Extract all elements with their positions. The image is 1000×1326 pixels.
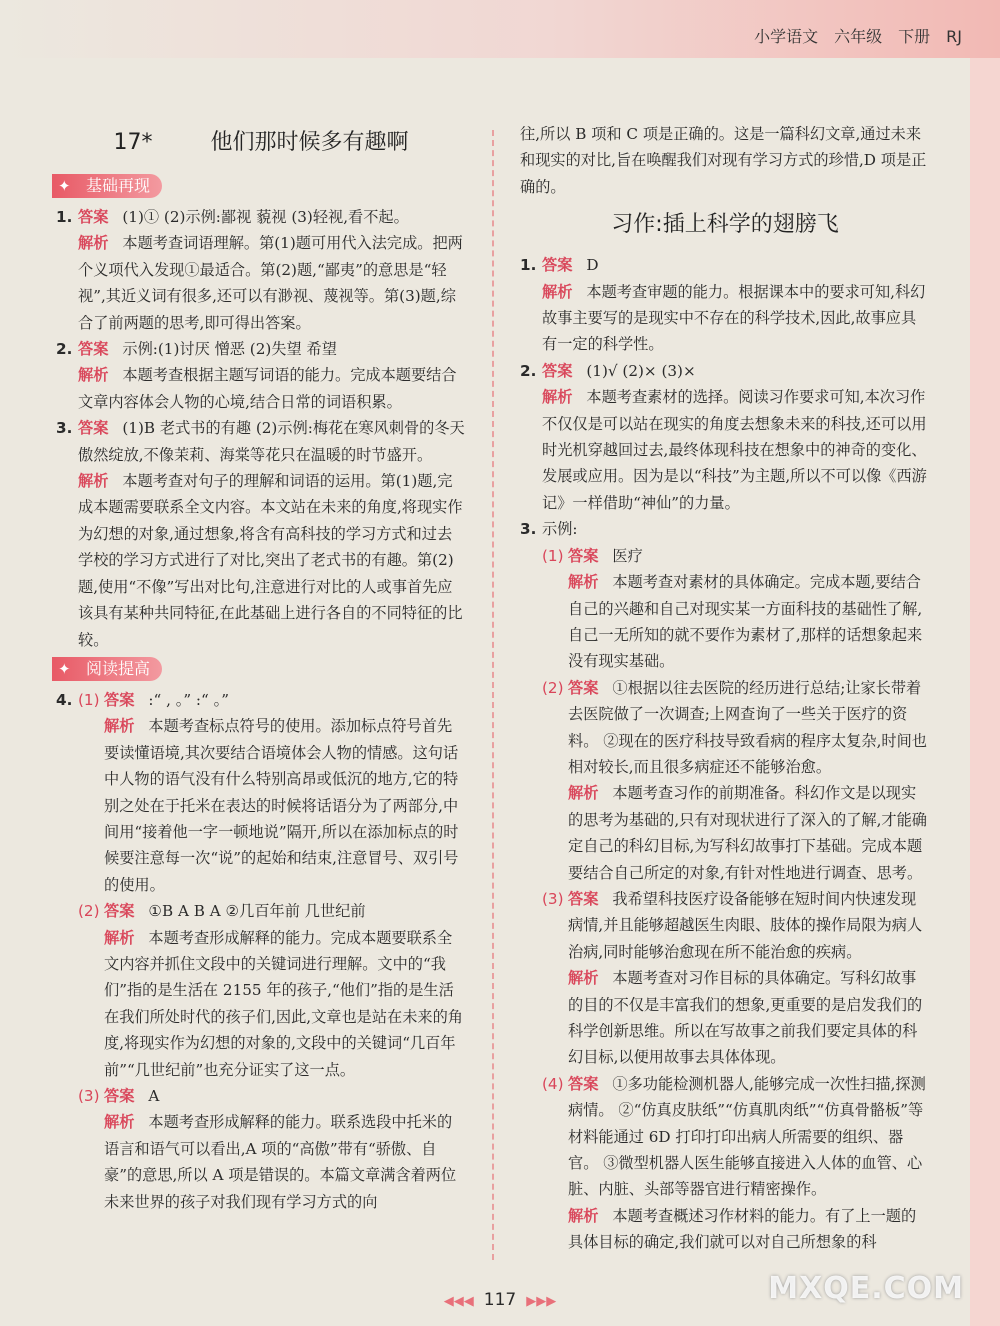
- writing-question-3-part-2: (2) 答案 ①根据以往去医院的经历进行总结;让家长带着去医院做了一次调查;上网查询了一些关于医疗的资料。 ②现在的医疗科技导致看病的程序太复杂,时间也相对较长,而且很多病症还不能够治愈。 解析 本题考查习作的前期准备。科幻作文是以现实的思考为基础的,只有对现状进行了深入的了解,才能确定自己的科幻目标,为写科幻故事打下基础。完成本题要结合自己所定的对象,有针对性地进行调查、思考。: [542, 678, 927, 882]
- writing-question-3-part-4: (4) 答案 ①多功能检测机器人,能够完成一次性扫描,探测病情。 ②“仿真皮肤纸”“仿真肌肉纸”“仿真骨骼板”等材料能通过 6D 打印打印出病人所需要的组织、器官。 ③微型机器人医生能够直接进入人体的血管、心脏、内脏、头部等器官进行精密操作。 解析 本题考查概述习作材料的能力。有了上一题的具体目标的确定,我们就可以对自己所想象的科: [542, 1074, 926, 1252]
- writing-question-3-part-3: (3) 答案 我希望科技医疗设备能够在短时间内快速发现病情,并且能够超越医生肉眼、肢体的操作局限为病人治病,同时能够治愈现在所不能治愈的疾病。 解析 本题考查对习作目标的具体确定。写科幻故事的目的不仅是丰富我们的想象,更重要的是启发我们的科学创新思维。所以在写故事之前我们要定具体的科幻目标,以便用故事去具体体现。: [542, 889, 923, 1067]
- page-header: [738, 24, 962, 47]
- question-4-part-1: (1) 答案 :“ , 。” :“ 。” 解析 本题考查标点符号的使用。添加标点符号首先要读懂语境,其次要结合语境体会人物的情感。这句话中人物的语气没有什么特别高昂或低沉的地方,它的特别之处在于托米在表达的时候将话语分为了两部分,中间用“接着他一字一顿地说”隔开,所以在添加标点的时候要注意每一次“说”的起始和结束,注意冒号、双引号的使用。: [78, 690, 459, 894]
- lesson-title: [56, 122, 466, 164]
- star-icon: ✦: [58, 177, 71, 195]
- section-basics: ✦ 基础再现: [52, 174, 162, 198]
- writing-question-3-part-1: (1) 答案 医疗 解析 本题考查对素材的具体确定。完成本题,要结合自己的兴趣和自己对现实某一方面科技的基础性了解,自己一无所知的就不要作为素材了,那样的话想象起来没有现实基础。: [542, 546, 923, 671]
- writing-title: 习作:插上科学的翅膀飞: [611, 212, 839, 238]
- lesson-number: 17*: [113, 130, 153, 155]
- header-edition: RJ: [946, 27, 962, 46]
- left-column: [56, 118, 466, 1215]
- question-4-part-2: (2) 答案 ①B A B A ②几百年前 几世纪前 解析 本题考查形成解释的能力。完成本题要联系全文内容并抓住文段中的关键词进行理解。文中的“我们”指的是生活在 2155 年的孩子,“他们”指的是生活在我们所处时代的孩子们,因此,文章也是站在未来的角度,将现实作为幻想的对象的,文段中的关键词“几百年前”“几世纪前”也充分证实了这一点。: [78, 902, 463, 1079]
- writing-question-1: 1. 答案 D 解析 本题考查审题的能力。根据课本中的要求可知,科幻故事主要写的是现实中不存在的科学技术,因此,故事应具有一定的科学性。: [520, 256, 926, 354]
- question-3: 3. 答案 (1)B 老式书的有趣 (2)示例:梅花在寒风刺骨的冬天傲然绽放,不像茉莉、海棠等花只在温暖的时节盛开。 解析 本题考查对句子的理解和词语的运用。第(1)题,完成本题需要联系全文内容。本文站在未来的角度,将现实作为幻想的对象,通过想象,将含有高科技的学习方式和过去学校的学习方式进行了对比,突出了老式书的有趣。第(2)题,使用“不像”写出对比句,注意进行对比的人或事首先应该具有某种共同特征,在此基础上进行各自的不同特征的比较。: [56, 419, 465, 649]
- header-grade: 六年级: [834, 27, 883, 46]
- margin-strip: [970, 58, 1000, 1326]
- header-term: 下册: [898, 27, 931, 46]
- question-1: 1. 答案 (1)① (2)示例:鄙视 藐视 (3)轻视,看不起。 解析 本题考查词语理解。第(1)题可用代入法完成。把两个义项代入发现①最适合。第(2)题,“鄙夷”的意思是“轻视”,其近义词有很多,还可以有渺视、蔑视等。第(3)题,综合了前两题的思考,即可得出答案。: [56, 208, 463, 332]
- column-divider: [492, 130, 494, 1260]
- section-reading: ✦ 阅读提高: [52, 657, 162, 681]
- right-column: [520, 121, 930, 1256]
- continued-text: 往,所以 B 项和 C 项是正确的。这是一篇科幻文章,通过未来和现实的对比,旨在唤醒我们对现有学习方式的珍惜,D 项是正确的。: [520, 125, 927, 196]
- star-icon: ✦: [58, 659, 71, 678]
- lesson-title-text: 他们那时候多有趣啊: [210, 130, 409, 155]
- prev-arrows-icon: ◀◀◀: [443, 1294, 474, 1309]
- header-subject: 小学语文: [754, 27, 819, 46]
- question-2: 2. 答案 示例:(1)讨厌 憎恶 (2)失望 希望 解析 本题考查根据主题写词语的能力。完成本题要结合文章内容体会人物的心境,结合日常的词语积累。: [56, 340, 457, 411]
- page-number: 117: [483, 1290, 517, 1310]
- question-4: 4. (1) 答案 :“ , 。” :“ 。” 解析 本题考查标点符号的使用。添加标点符号首先要读懂语境,其次要结合语境体会人物的情感。这句话中人物的语气没有什么特别高昂或低沉的地方,它的特别之处在于托米在表达的时候将话语分为了两部分,中间用“接着他一字一顿地说”隔开,所以在添加标点的时候要注意每一次“说”的起始和结束,注意冒号、双引号的使用。 (2) 答案 ①B A B A ②几百年前 几世纪前 解析 本题考查形成解释的能力。完成本题要联系全文内容并抓住文段中的关键词进行理解。文中的“我们”指的是生活在 2155 年的孩子,“他们”指的是生活在我们所处时代的孩子们,因此,文章也是站在未来的角度,将现实作为幻想的对象的,文段中的关键词“几百年前”“几世纪前”也充分证实了这一点。 (3) 答案 A 解析 本题考查形成解释的能力。联系选段中托米的语言和语气可以看出,A 项的“高傲”带有“骄傲、自豪”的意思,所以 A 项是错误的。本篇文章满含着两位未来世界的孩子对我们现有学习方式的向: [56, 687, 466, 1215]
- watermark-logo: MXQE.COM: [768, 1271, 964, 1306]
- next-arrows-icon: ▶▶▶: [526, 1294, 557, 1309]
- question-4-part-3: (3) 答案 A 解析 本题考查形成解释的能力。联系选段中托米的语言和语气可以看出,A 项的“高傲”带有“骄傲、自豪”的意思,所以 A 项是错误的。本篇文章满含着两位未来世界的孩子对我们现有学习方式的向: [78, 1087, 457, 1211]
- writing-question-2: 2. 答案 (1)√ (2)× (3)× 解析 本题考查素材的选择。阅读习作要求可知,本次习作不仅仅是可以站在现实的角度去想象未来的科技,还可以用时光机穿越回过去,最终体现科技在想象中的神奇的变化、发展或应用。因为是以“科技”为主题,所以不可以像《西游记》一样借助“神仙”的力量。: [520, 361, 927, 512]
- writing-question-3: 3. 示例: (1) 答案 医疗 解析 本题考查对素材的具体确定。完成本题,要结合自己的兴趣和自己对现实某一方面科技的基础性了解,自己一无所知的就不要作为素材了,那样的话想象起来没有现实基础。 (2) 答案 ①根据以往去医院的经历进行总结;让家长带着去医院做了一次调查;上网查询了一些关于医疗的资料。 ②现在的医疗科技导致看病的程序太复杂,时间也相对较长,而且很多病症还不能够治愈。 解析 本题考查习作的前期准备。科幻作文是以现实的思考为基础的,只有对现状进行了深入的了解,才能确定自己的科幻目标,为写科幻故事打下基础。完成本题要结合自己所定的对象,有针对性地进行调查、思考。 (3) 答案 我希望科技医疗设备能够在短时间内快速发现病情,并且能够超越医生肉眼、肢体的操作局限为病人治病,同时能够治愈现在所不能治愈的疾病。 解析 本题考查对习作目标的具体确定。写科幻故事的目的不仅是丰富我们的想象,更重要的是启发我们的科学创新思维。所以在写故事之前我们要定具体的科幻目标,以便用故事去具体体现。 (4) 答案 ①多功能检测机器人,能够完成一次性扫描,探测病情。 ②“仿真皮肤纸”“仿真肌肉纸”“仿真骨骼板”等材料能通过 6D 打印打印出病人所需要的组织、器官。 ③微型机器人医生能够直接进入人体的血管、心脏、内脏、头部等器官进行精密操作。 解析 本题考查概述习作材料的能力。有了上一题的具体目标的确定,我们就可以对自己所想象的科: [520, 516, 930, 1255]
